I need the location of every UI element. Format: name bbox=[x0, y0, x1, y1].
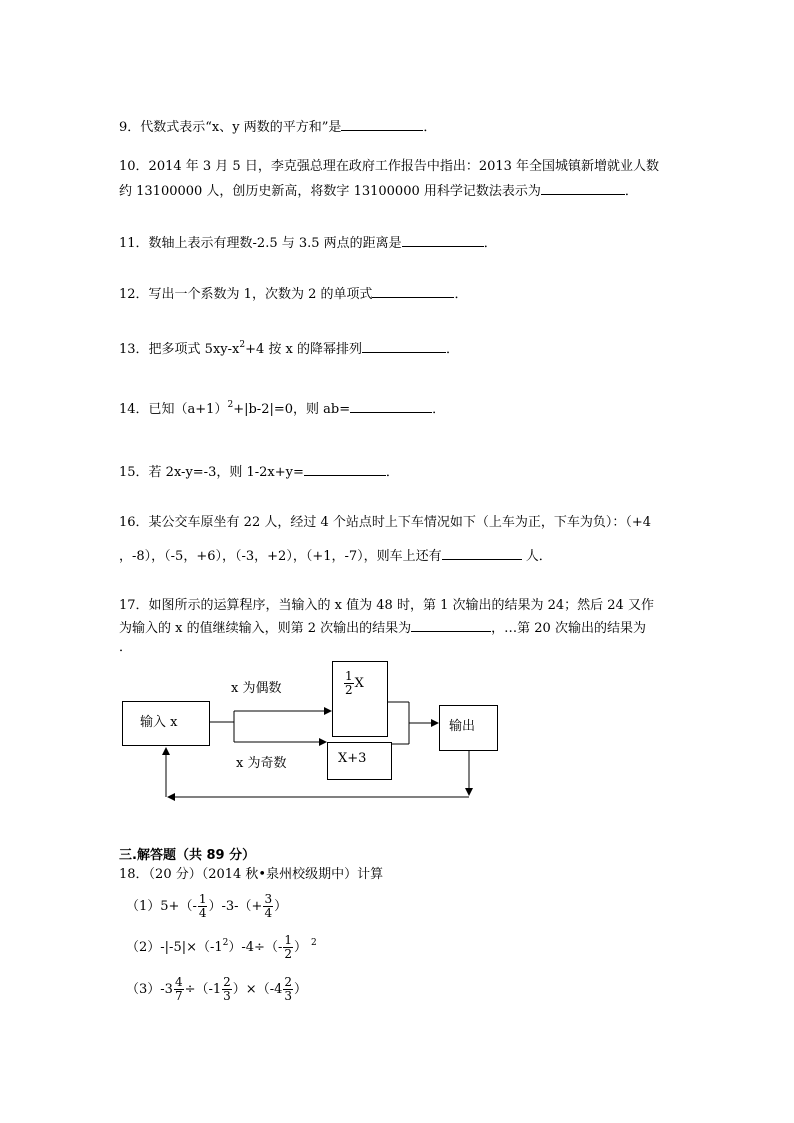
q17-answer-blank-1[interactable] bbox=[411, 619, 491, 632]
fraction: $\frac{2}{3}$ bbox=[284, 975, 292, 1003]
q13-answer-blank[interactable] bbox=[362, 340, 446, 353]
input-box-label: 输入 x bbox=[140, 715, 178, 730]
q18-part-2: $(2)-|-5|\times(-1^2)-4\div(-$ $\frac{1}{2}$ ） $^2$ bbox=[126, 933, 317, 961]
fraction: $\frac{1}{2}$ bbox=[284, 933, 292, 961]
fraction: $\frac{2}{3}$ bbox=[223, 975, 231, 1003]
output-box bbox=[439, 705, 498, 751]
fraction: $\frac{3}{4}$ bbox=[264, 892, 273, 920]
input-box bbox=[122, 701, 210, 746]
question-13: 13．把多项式 $5xy-x^2+4$ 按 x 的降幂排列 ． bbox=[119, 340, 460, 357]
question-18-head: 18．（20 分）（2014 秋•泉州校级期中）计算 bbox=[119, 867, 384, 882]
question-10-line-1: 10．2014 年 3 月 5 日，李克强总理在政府工作报告中指出：2013 年全国城镇新增就业人数 bbox=[119, 159, 660, 174]
fraction: $\frac{1}{4}$ bbox=[198, 892, 207, 920]
q18-part-3: （3）-3 $\frac{4}{7}$ ÷（-1 $\frac{2}{3}$ ）×（-4 $\frac{2}{3}$ ） bbox=[126, 975, 308, 1003]
even-branch-label: x 为偶数 bbox=[231, 681, 282, 696]
question-16-line-2: ，-8），（-5，+6），（-3，+2），（+1，-7），则车上还有 人． bbox=[119, 549, 552, 564]
question-10-line-2: 约 13100000 人，创历史新高，将数字 13100000 用科学记数法表示为 ． bbox=[119, 184, 638, 199]
question-17-line-3: ． bbox=[119, 640, 133, 655]
q15-answer-blank[interactable] bbox=[304, 463, 386, 476]
question-17-line-2: 为输入的 x 的值继续输入，则第 2 次输出的结果为 ，…第 20 次输出的结果为 bbox=[119, 621, 646, 636]
question-9: 9．代数式表示“x、y 两数的平方和”是 ． bbox=[119, 120, 437, 135]
q11-answer-blank[interactable] bbox=[402, 234, 484, 247]
q10-answer-blank[interactable] bbox=[541, 182, 625, 195]
plus-three-box bbox=[327, 742, 392, 780]
question-14: 14．已知$(a+1)^2+|b-2|=0$，则 ab= ． bbox=[119, 400, 446, 417]
question-15: 15．若 2x-y=-3，则 1-2x+y= ． bbox=[119, 465, 399, 480]
question-11: 11．数轴上表示有理数-2.5 与 3.5 两点的距离是 ． bbox=[119, 236, 497, 251]
section-3-title: 三.解答题（共 89 分） bbox=[119, 848, 256, 863]
q16-answer-blank[interactable] bbox=[442, 547, 522, 560]
fraction: $\frac{4}{7}$ bbox=[174, 975, 183, 1003]
plus-three-label: X+3 bbox=[338, 751, 367, 766]
question-17-line-1: 17．如图所示的运算程序，当输入的 x 值为 48 时，第 1 次输出的结果为 24；然后 24 又作 bbox=[119, 598, 654, 613]
question-16-line-1: 16．某公交车原坐有 22 人，经过 4 个站点时上下车情况如下（上车为正，下车为负）：（+4 bbox=[119, 515, 652, 530]
q9-answer-blank[interactable] bbox=[341, 118, 423, 131]
q18-part-1: （1）5+（- $\frac{1}{4}$ ）-3-（+ $\frac{3}{4}$ ） bbox=[126, 892, 288, 920]
q12-answer-blank[interactable] bbox=[372, 285, 454, 298]
odd-branch-label: x 为奇数 bbox=[236, 756, 287, 771]
one-half-fraction: $\frac{1}{2}$ bbox=[345, 669, 353, 697]
q14-answer-blank[interactable] bbox=[350, 400, 432, 413]
half-x-expression: $\frac{1}{2}$ X bbox=[345, 669, 364, 697]
half-x-box bbox=[332, 661, 388, 737]
question-12: 12．写出一个系数为 1，次数为 2 的单项式 ． bbox=[119, 287, 468, 302]
output-box-label: 输出 bbox=[449, 719, 476, 734]
q9-text: 9．代数式表示“x、y 两数的平方和”是 bbox=[119, 120, 342, 135]
